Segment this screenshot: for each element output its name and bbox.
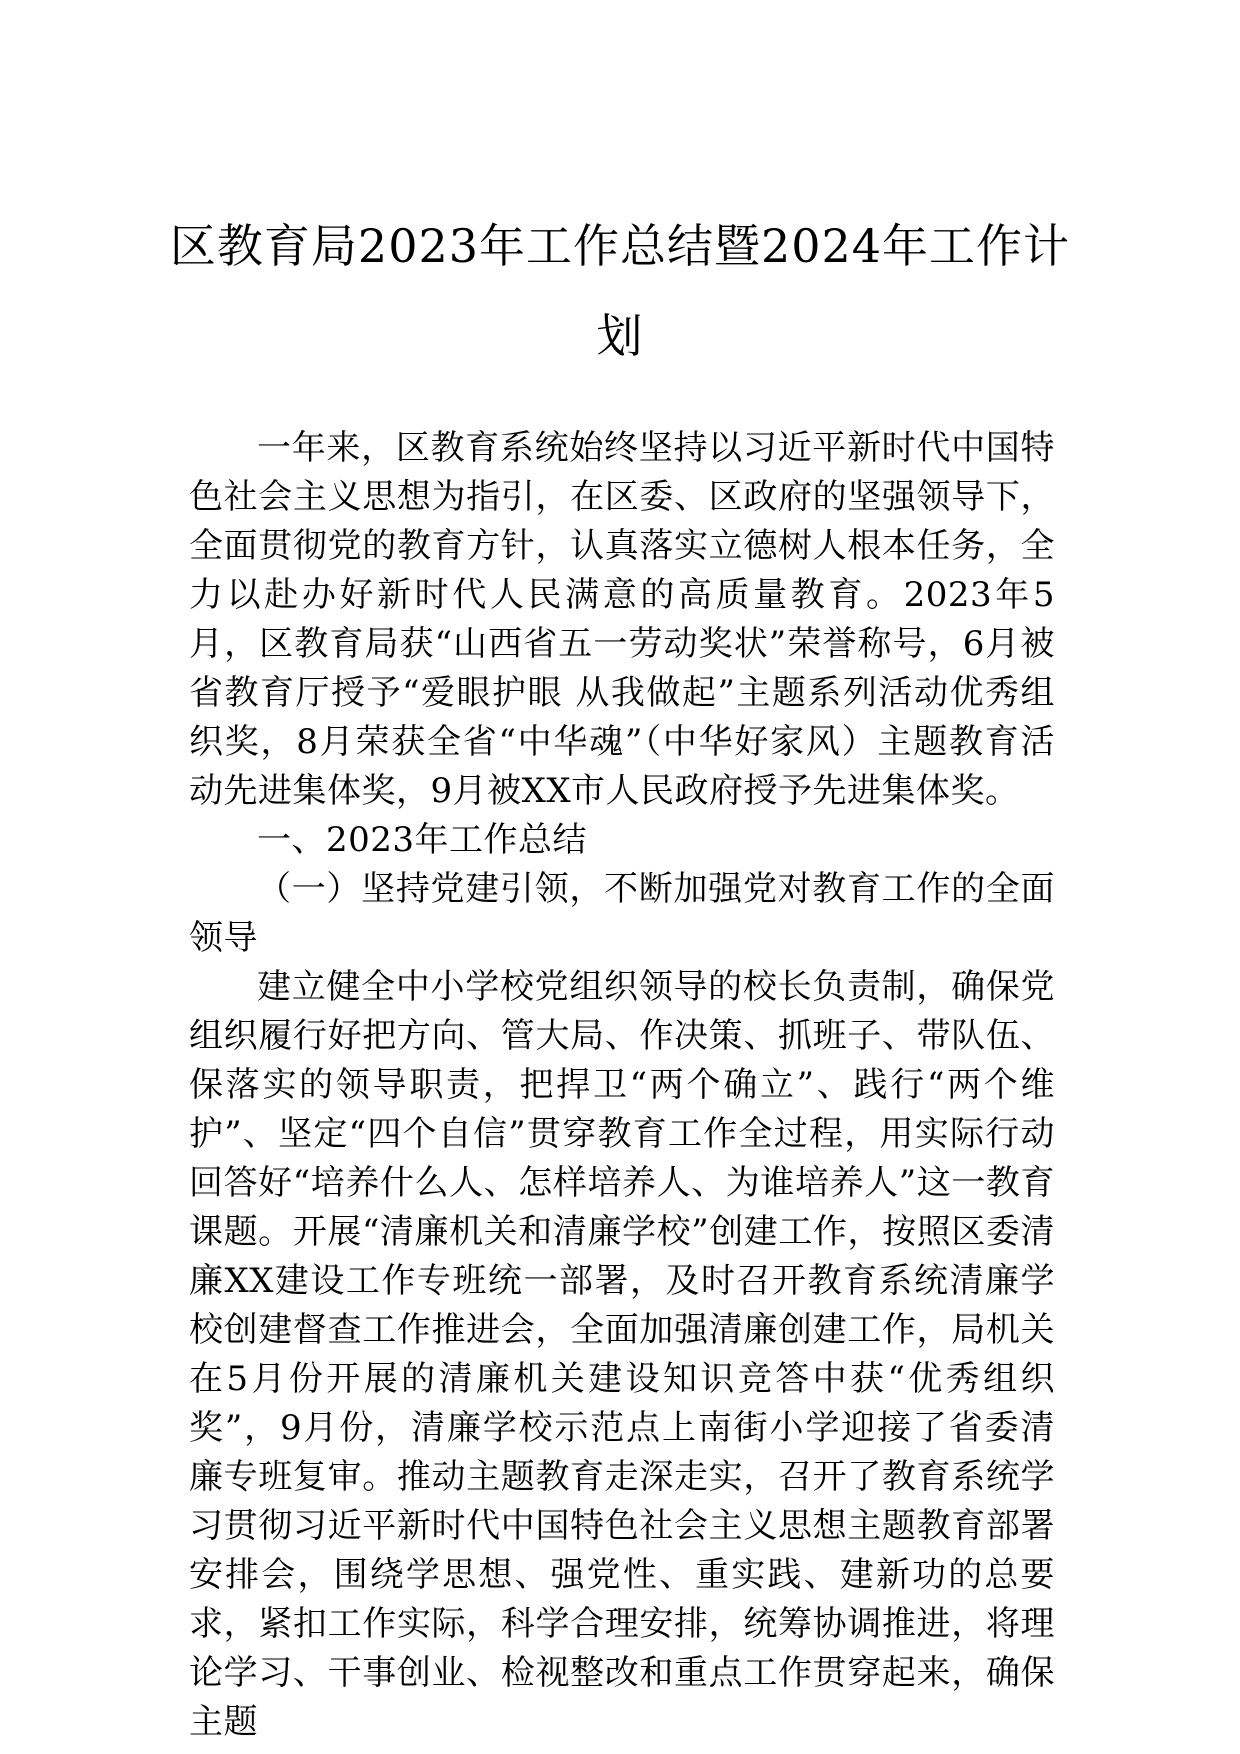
document-body [189, 424, 1055, 1747]
document-title-line-2: 划 [596, 309, 644, 363]
body-paragraph: 建立健全中小学校党组织领导的校长负责制，确保党组织履行好把方向、管大局、作决策、抓班子、带队伍、保落实的领导职责，把捍卫“两个确立”、践行“两个维护”、坚定“四个自信”贯穿教育工作全过程，用实际行动回答好“培养什么人、怎样培养人、为谁培养人”这一教育课题。开展“清廉机关和清廉学校”创建工作，按照区委清廉XX建设工作专班统一部署，及时召开教育系统清廉学校创建督查工作推进会，全面加强清廉创建工作，局机关在5月份开展的清廉机关建设知识竞答中获“优秀组织奖”，9月份，清廉学校示范点上南街小学迎接了省委清廉专班复审。推动主题教育走深走实，召开了教育系统学习贯彻习近平新时代中国特色社会主义思想主题教育部署安排会，围绕学思想、强党性、重实践、建新功的总要求，紧扣工作实际，科学合理安排，统筹协调推进，将理论学习、干事创业、检视整改和重点工作贯穿起来，确保主题 [189, 967, 1055, 1742]
intro-paragraph: 一年来，区教育系统始终坚持以习近平新时代中国特色社会主义思想为指引，在区委、区政府的坚强领导下，全面贯彻党的教育方针，认真落实立德树人根本任务，全力以赴办好新时代人民满意的高质量教育。2023年5月，区教育局获“山西省五一劳动奖状”荣誉称号，6月被省教育厅授予“爱眼护眼 从我做起”主题系列活动优秀组织奖，8月荣获全省“中华魂”（中华好家风）主题教育活动先进集体奖，9月被XX市人民政府授予先进集体奖。 [189, 428, 1055, 811]
document-title-line-1: 区教育局2023年工作总结暨2024年工作计 [169, 219, 1071, 273]
section-heading: 一、2023年工作总结 [257, 820, 588, 860]
subsection-heading: （一）坚持党建引领，不断加强党对教育工作的全面领导 [189, 869, 1055, 958]
